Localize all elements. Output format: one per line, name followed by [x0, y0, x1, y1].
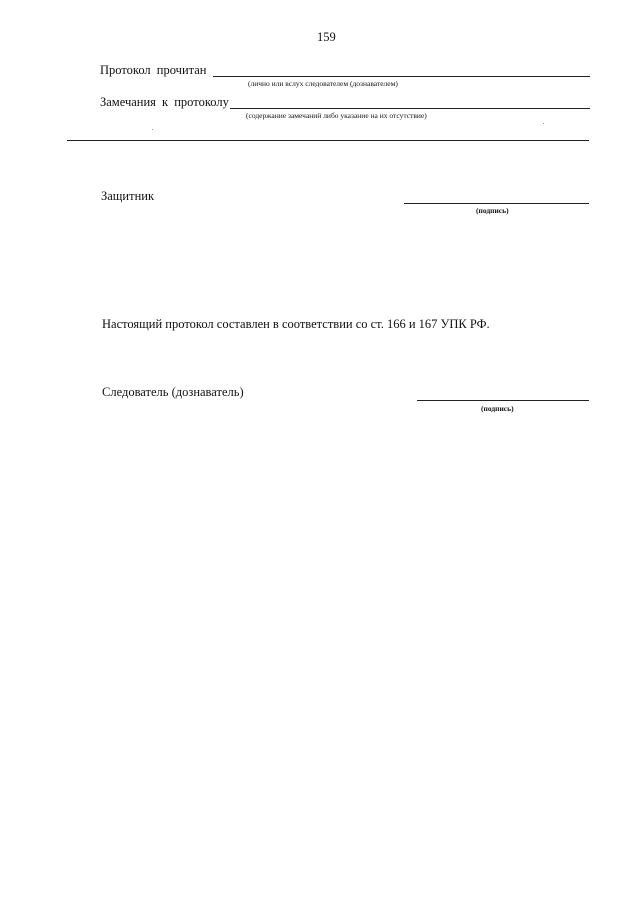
- remarks-line: [230, 108, 590, 109]
- page-number: 159: [317, 30, 336, 44]
- investigator-signature-caption: (подпись): [481, 404, 514, 413]
- remarks-label: Замечания к протоколу: [100, 95, 229, 109]
- defender-label: Защитник: [101, 189, 155, 203]
- defender-signature-line: [404, 203, 589, 204]
- protocol-read-line: [213, 76, 590, 77]
- scan-speck: [152, 129, 153, 130]
- scan-speck: [543, 123, 544, 124]
- remarks-caption: (содержание замечаний либо указание на их отсутствие): [246, 111, 427, 120]
- statement-text: Настоящий протокол составлен в соответствии со ст. 166 и 167 УПК РФ.: [102, 317, 490, 331]
- protocol-read-caption: (лично или вслух следователем (дознавателем): [248, 79, 398, 88]
- full-width-line: [67, 140, 589, 141]
- defender-signature-caption: (подпись): [476, 206, 509, 215]
- protocol-read-label: Протокол прочитан: [100, 63, 207, 77]
- investigator-label: Следователь (дознаватель): [102, 385, 244, 399]
- investigator-signature-line: [417, 400, 589, 401]
